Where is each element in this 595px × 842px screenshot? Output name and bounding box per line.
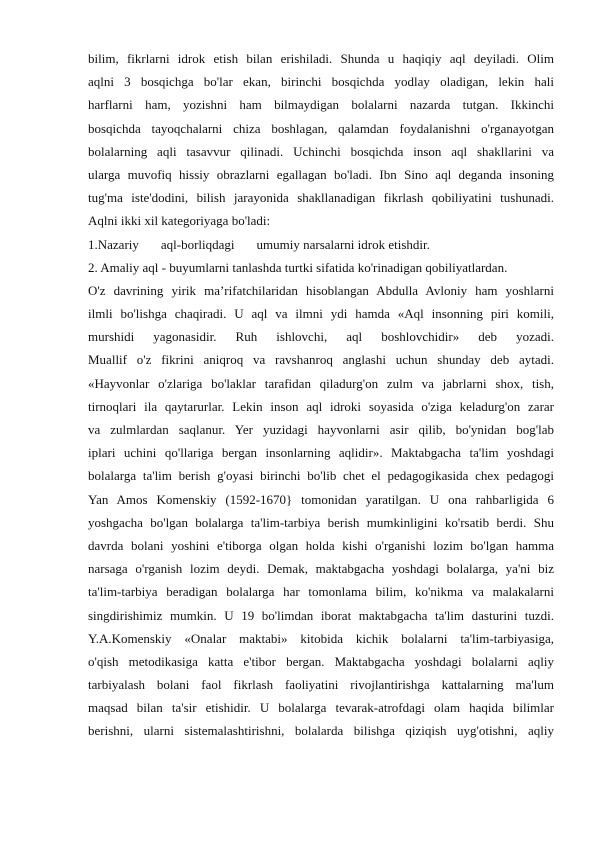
text-line: iplari uchini qo'llariga bergan insonlarning aqlidir». Maktabgacha ta'lim yoshdagi: [88, 445, 554, 461]
list-item-description: umumiy narsalarni idrok etishdir.: [256, 236, 430, 252]
text-line: harflarni ham, yozishni ham bilmaydigan bolalarni nazarda tutgan. Ikkinchi: [88, 97, 554, 113]
text-line: yoshgacha bo'lgan bolalarga ta'lim-tarbiya berish mumkinligini ko'rsatib berdi. Shu: [88, 514, 554, 530]
list-item-term2: aql-borliqdagi: [160, 236, 235, 252]
text-line: davrda bolani yoshini e'tiborga olgan holda kishi o'rganishi lozim bo'lgan hamma: [88, 537, 554, 553]
text-line: singdirishimiz mumkin. U 19 bo'limdan iborat maktabgacha ta'lim dasturini tuzdi.: [88, 607, 554, 623]
text-line: Yan Amos Komenskiy (1592-1670} tomonidan yaratilgan. U ona rahbarligida 6: [88, 491, 554, 507]
text-line: ta'lim-tarbiya beradigan bolalarga har tomonlama bilim, ko'nikma va malakalarni: [88, 584, 554, 600]
text-line: «Hayvonlar o'zlariga bo'laklar tarafidan qiladurg'on zulm va jabrlarni shox, tish,: [88, 375, 554, 391]
text-line: ularga muvofiq hissiy obrazlarni egallagan bo'ladi. Ibn Sino aql deganda insoning: [88, 166, 554, 182]
body-text: [88, 47, 554, 743]
text-line: va zulmlardan saqlanur. Yer yuzidagi hayvonlarni asir qilib, bo'ynidan bog'lab: [88, 422, 554, 437]
text-line: bilim, fikrlarni idrok etish bilan erishiladi. Shunda u haqiqiy aql deyiladi. Olim: [88, 51, 554, 66]
text-line: maqsad bilan ta'sir etishidir. U bolalarga tevarak-atrofdagi olam haqida bilimlar: [88, 700, 554, 716]
text-line: tarbiyalash bolani faol fikrlash faoliyatini rivojlantirishga kattalarning ma'lum: [88, 677, 554, 693]
text-line: murshidi yagonasidir. Ruh ishlovchi, aql boshlovchidir» deb yozadi.: [88, 329, 554, 345]
text-line: tirnoqlari ila qaytarurlar. Lekin inson aql idroki soyasida o'ziga keladurg'on zarar: [88, 398, 554, 414]
text-line: tug'ma iste'dodini, bilish jarayonida shakllanadigan fikrlash qobiliyatini tushunadi.: [88, 190, 554, 206]
text-line: 2. Amaliy aql - buyumlarni tanlashda turtki sifatida ko'rinadigan qobiliyatlardan.: [88, 259, 508, 275]
text-line: O'z davrining yirik ma’rifatchilaridan hisoblangan Abdulla Avloniy ham yoshlarni: [88, 282, 554, 298]
text-line: bolalarning aqli tasavvur qilinadi. Uchinchi bosqichda inson aql shakllarini va: [88, 143, 554, 159]
list-item-1: [88, 233, 554, 256]
text-line: Muallif o'z fikrini aniqroq va ravshanroq anglashi uchun shunday deb aytadi.: [88, 352, 554, 368]
list-item-term: 1.Nazariy: [88, 236, 139, 252]
text-line: o'qish metodikasiga katta e'tibor bergan. Maktabgacha yoshdagi bolalarni aqliy: [88, 653, 554, 669]
text-line: bosqichda tayoqchalarni chiza boshlagan, qalamdan foydalanishni o'rganayotgan: [88, 120, 554, 136]
text-line: narsaga o'rganish lozim deydi. Demak, maktabgacha yoshdagi bolalarga, ya'ni biz: [88, 561, 554, 577]
text-line: Aqlni ikki xil kategoriyaga bo'ladi:: [88, 213, 271, 229]
text-line: aqlni 3 bosqichga bo'lar ekan, birinchi bosqichda yodlay oladigan, lekin hali: [88, 74, 554, 90]
text-line: berishni, ularni sistemalashtirishni, bolalarda bilishga qiziqish uyg'otishni, aqliy: [88, 723, 554, 739]
text-line: bolalarga ta'lim berish g'oyasi birinchi bo'lib chet el pedagogikasida chex pedagogi: [88, 468, 554, 484]
text-line: ilmli bo'lishga chaqiradi. U aql va ilmni ydi hamda «Aql insonning piri komili,: [88, 306, 554, 322]
text-line: Y.A.Komenskiy «Onalar maktabi» kitobida kichik bolalarni ta'lim-tarbiyasiga,: [88, 630, 554, 646]
